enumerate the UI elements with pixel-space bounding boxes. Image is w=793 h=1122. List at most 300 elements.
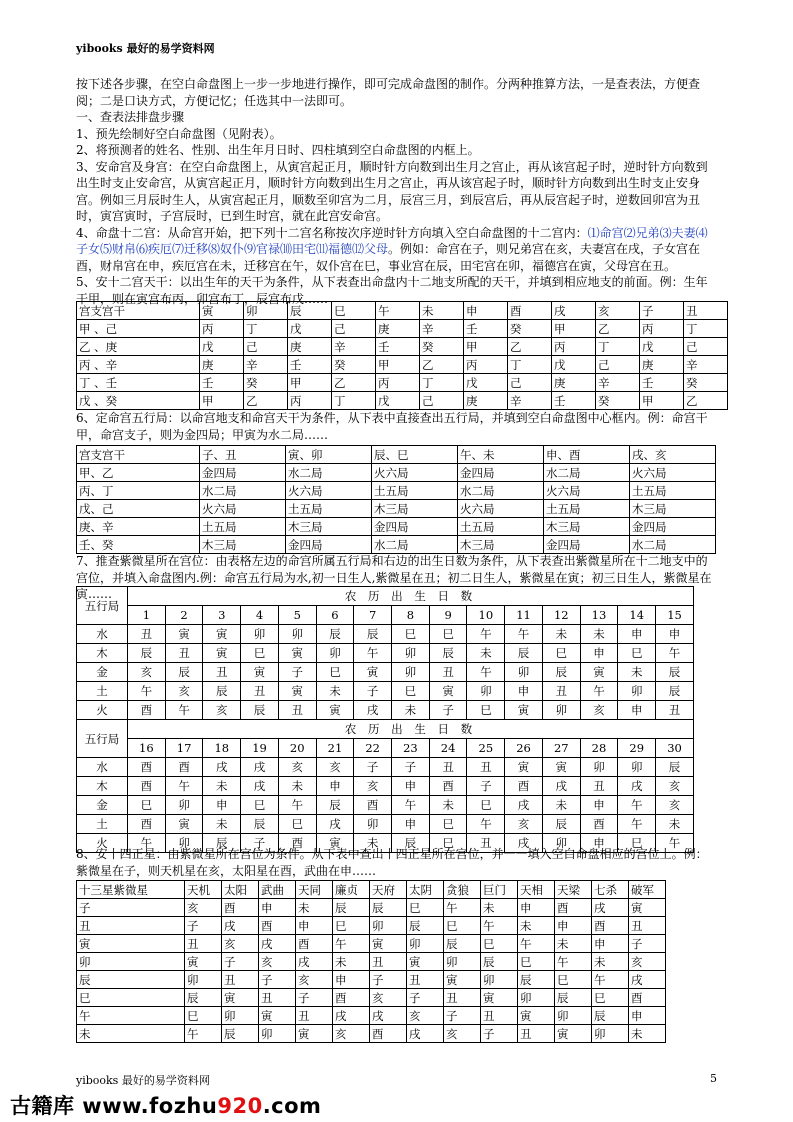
table-cell: 己 [332, 320, 376, 338]
table-cell: 午 [128, 682, 166, 701]
table-cell: 巳 [518, 953, 555, 971]
day-number-cell: 8 [392, 606, 430, 625]
table-cell: 己 [596, 356, 640, 374]
table-cell: 甲 [640, 392, 684, 410]
table-cell: 庚 [640, 356, 684, 374]
table-cell: 巳 [481, 935, 518, 953]
table-cell: 亥 [203, 701, 241, 720]
table-cell: 未 [518, 917, 555, 935]
table-cell: 寅 [259, 1007, 296, 1025]
table-cell: 丑 [259, 989, 296, 1007]
table-cell: 申 [259, 899, 296, 917]
table-cell: 戌 [505, 796, 543, 815]
table-cell: 戊 [640, 338, 684, 356]
table-cell: 贪狼 [444, 881, 481, 899]
table-cell: 卯 [518, 989, 555, 1007]
day-number-cell: 23 [392, 739, 430, 758]
table-cell: 巳 [429, 625, 467, 644]
table-cell: 丑 [407, 971, 444, 989]
row-label-header: 五行局 [77, 587, 128, 625]
page-header: yibooks 最好的易学资料网 [76, 42, 215, 55]
table-cell: 巳 [429, 815, 467, 834]
table-cell: 宫支宫干 [77, 446, 200, 464]
table-cell: 未 [296, 899, 333, 917]
table-cell: 辰 [222, 1025, 259, 1043]
table-cell: 子 [278, 663, 316, 682]
table-row [77, 446, 716, 464]
table-cell: 壬 [464, 320, 508, 338]
table-cell: 辰 [444, 935, 481, 953]
main-stars-table [76, 880, 666, 1043]
table-cell: 午 [505, 625, 543, 644]
table-cell: 甲 [376, 356, 420, 374]
table-cell: 未 [392, 701, 430, 720]
table-cell: 丁 [684, 320, 728, 338]
paragraph-step4 [76, 225, 718, 275]
table-row [77, 518, 716, 536]
table-cell: 乙 [332, 374, 376, 392]
day-number-cell: 28 [580, 739, 618, 758]
table-cell: 辰 [518, 971, 555, 989]
table-cell: 丑 [77, 917, 185, 935]
table-cell: 天梁 [555, 881, 592, 899]
day-number-cell: 4 [241, 606, 279, 625]
day-number-cell: 24 [429, 739, 467, 758]
table-cell: 卯 [185, 971, 222, 989]
table-cell: 亥 [296, 971, 333, 989]
table-cell: 甲、乙 [77, 464, 200, 482]
table-cell: 未 [354, 834, 392, 853]
table-cell: 子 [640, 302, 684, 320]
table-cell: 辰 [128, 644, 166, 663]
table-cell: 子、丑 [200, 446, 286, 464]
table-cell: 水 [77, 625, 128, 644]
table-cell: 壬 [376, 338, 420, 356]
table-cell: 酉 [128, 777, 166, 796]
table-cell: 辛 [332, 338, 376, 356]
day-number-cell: 21 [316, 739, 354, 758]
table-cell: 亥 [505, 815, 543, 834]
table-cell: 卯 [592, 1025, 629, 1043]
table-cell: 卯 [316, 644, 354, 663]
table-cell: 巳 [77, 989, 185, 1007]
table-cell: 未 [542, 625, 580, 644]
table-cell: 辰 [316, 796, 354, 815]
table-cell: 辰 [542, 663, 580, 682]
table-cell: 酉 [278, 834, 316, 853]
table-cell: 壬 [288, 356, 332, 374]
table-cell: 寅 [444, 971, 481, 989]
table-row [77, 881, 666, 899]
table-row [77, 682, 694, 701]
table-cell: 午 [165, 777, 203, 796]
table-cell: 卯 [505, 663, 543, 682]
table-cell: 火 [77, 834, 128, 853]
table-row [77, 758, 694, 777]
table-cell: 巳 [241, 796, 279, 815]
table-cell: 午 [656, 834, 694, 853]
table-cell: 水二局 [286, 464, 372, 482]
table-cell: 卯 [542, 701, 580, 720]
table-cell: 未 [618, 663, 656, 682]
table-cell: 寅 [555, 1025, 592, 1043]
table-cell: 酉 [429, 777, 467, 796]
table-cell: 子 [354, 682, 392, 701]
table-cell: 巳 [542, 644, 580, 663]
day-number-cell: 6 [316, 606, 354, 625]
table-cell: 卯 [165, 796, 203, 815]
table-row [77, 796, 694, 815]
day-number-row [77, 606, 694, 625]
day-number-cell: 22 [354, 739, 392, 758]
table-cell: 丙、丁 [77, 482, 200, 500]
table-cell: 戌 [354, 701, 392, 720]
table-cell: 未 [429, 796, 467, 815]
table-cell: 丑 [128, 625, 166, 644]
table-cell: 丑 [185, 935, 222, 953]
table-cell: 丑 [296, 1007, 333, 1025]
day-number-cell: 30 [656, 739, 694, 758]
table-cell: 水 [77, 758, 128, 777]
table-cell: 金 [77, 663, 128, 682]
table-cell: 辰 [316, 625, 354, 644]
table-cell: 寅 [278, 682, 316, 701]
table-cell: 土五局 [372, 482, 458, 500]
table-cell: 辰、巳 [372, 446, 458, 464]
table-cell: 辰 [241, 701, 279, 720]
table-cell: 酉 [128, 701, 166, 720]
table-cell: 卯 [241, 625, 279, 644]
day-number-cell: 11 [505, 606, 543, 625]
table-cell: 午 [592, 971, 629, 989]
table-cell: 亥 [259, 953, 296, 971]
table-cell: 天同 [296, 881, 333, 899]
table-cell: 金 [77, 796, 128, 815]
table-cell: 卯 [259, 1025, 296, 1043]
table-cell: 丁 [420, 374, 464, 392]
table-cell: 丑 [580, 777, 618, 796]
table-cell: 申 [618, 625, 656, 644]
table-cell: 廉贞 [333, 881, 370, 899]
table-cell: 木 [77, 777, 128, 796]
table-cell: 丑 [481, 1007, 518, 1025]
table-cell: 火六局 [286, 482, 372, 500]
table-cell: 宫支宫干 [77, 302, 200, 320]
watermark [10, 1090, 321, 1120]
step6-text [76, 410, 718, 443]
table-cell: 辛 [244, 356, 288, 374]
table-cell: 巳 [316, 663, 354, 682]
table-cell: 申 [580, 796, 618, 815]
step4-suffix: 。例如：命宫在子，则兄弟宫在亥，夫妻宫在戌，子女宫在酉，财帛宫在申，疾厄宫在未，迁移宫在午，奴仆宫在巳，事业宫在辰，田宅宫在卯，福德宫在寅，父母宫在丑。 [76, 242, 701, 273]
table-cell: 巳 [185, 1007, 222, 1025]
table-cell: 辰 [185, 989, 222, 1007]
table-cell: 申 [296, 917, 333, 935]
table-cell: 寅 [518, 1007, 555, 1025]
table-cell: 戌 [552, 302, 596, 320]
table-cell: 火六局 [458, 500, 544, 518]
table-cell: 巳 [592, 989, 629, 1007]
table-cell: 辛 [684, 356, 728, 374]
table-cell: 酉 [370, 1025, 407, 1043]
table-cell: 申 [464, 302, 508, 320]
table-cell: 戌 [222, 917, 259, 935]
table-cell: 丑 [467, 758, 505, 777]
table-cell: 午 [392, 796, 430, 815]
table-cell: 子 [370, 971, 407, 989]
table-cell: 辛 [596, 374, 640, 392]
table-cell: 亥 [354, 777, 392, 796]
table-cell: 未 [481, 899, 518, 917]
table-cell: 丙 [200, 320, 244, 338]
table-cell: 庚 [464, 392, 508, 410]
table-cell: 戊 [376, 392, 420, 410]
table-cell: 破军 [629, 881, 666, 899]
table-cell: 天机 [185, 881, 222, 899]
table-cell: 辰 [592, 1007, 629, 1025]
table-cell: 巳 [128, 796, 166, 815]
table-cell: 辰 [241, 815, 279, 834]
table-cell: 金四局 [630, 518, 716, 536]
table-cell: 辰 [656, 663, 694, 682]
table-cell: 戌 [333, 1007, 370, 1025]
table-row [77, 464, 716, 482]
table-cell: 巳 [467, 701, 505, 720]
table-cell: 戊 、癸 [77, 392, 200, 410]
table-cell: 未 [420, 302, 464, 320]
table-cell: 酉 [508, 302, 552, 320]
table-cell: 酉 [592, 917, 629, 935]
table-cell: 亥 [407, 1007, 444, 1025]
table-cell: 午 [467, 625, 505, 644]
table-cell: 巳 [241, 644, 279, 663]
table-cell: 戌 [505, 834, 543, 853]
table-cell: 水二局 [372, 536, 458, 554]
table-cell: 卯 [354, 815, 392, 834]
table-row [77, 392, 728, 410]
table-cell: 丁 [244, 320, 288, 338]
table-cell: 子 [241, 834, 279, 853]
table-cell: 未 [467, 644, 505, 663]
table-cell: 酉 [555, 899, 592, 917]
table-cell: 巳 [278, 815, 316, 834]
table-row [77, 953, 666, 971]
page-footer: yibooks 最好的易学资料网 [76, 1074, 210, 1087]
table-cell: 未 [333, 953, 370, 971]
table-cell: 辰 [505, 644, 543, 663]
table-cell: 卯 [555, 1007, 592, 1025]
page-number: 5 [710, 1072, 717, 1085]
five-element-table [76, 445, 716, 554]
paragraph: 8、安十四正星：由紫微星所在宫位为条件。从下表中查出十四正星所在宫位，并一一填入空白命盘相应的宫位上。例：紫微星在子，则天机星在亥，太阳星在酉，武曲在申…… [76, 847, 708, 878]
table-cell: 午 [656, 644, 694, 663]
table-cell: 丑 [241, 682, 279, 701]
table-cell: 申、酉 [544, 446, 630, 464]
table-cell: 酉 [165, 758, 203, 777]
day-number-cell: 2 [165, 606, 203, 625]
table-header-row [77, 587, 694, 606]
day-number-cell: 7 [354, 606, 392, 625]
table-cell: 子 [467, 777, 505, 796]
table-cell: 子 [296, 989, 333, 1007]
table-cell: 癸 [420, 338, 464, 356]
table-cell: 亥 [444, 1025, 481, 1043]
table-cell: 子 [77, 899, 185, 917]
table-cell: 戌 [542, 777, 580, 796]
table-row [77, 1007, 666, 1025]
day-number-cell: 27 [542, 739, 580, 758]
table-cell: 丑 [542, 682, 580, 701]
table-cell: 亥 [333, 1025, 370, 1043]
table-cell: 寅 [203, 625, 241, 644]
table-cell: 午 [185, 1025, 222, 1043]
table-cell: 辰 [392, 834, 430, 853]
table-cell: 火六局 [544, 482, 630, 500]
table-cell: 酉 [296, 935, 333, 953]
table-cell: 寅 [505, 758, 543, 777]
table-cell: 土五局 [544, 500, 630, 518]
table-cell: 辰 [542, 815, 580, 834]
table-cell: 乙 [420, 356, 464, 374]
table-cell: 戌 [370, 1007, 407, 1025]
table-cell: 辰 [429, 644, 467, 663]
table-cell: 子 [259, 971, 296, 989]
day-number-cell: 12 [542, 606, 580, 625]
table-cell: 午 [467, 663, 505, 682]
table-cell: 戌 [241, 758, 279, 777]
table-cell: 子 [629, 935, 666, 953]
table-cell: 午 [518, 935, 555, 953]
table-cell: 木三局 [544, 518, 630, 536]
table-cell: 庚 [376, 320, 420, 338]
table-cell: 辰 [288, 302, 332, 320]
table-cell: 寅 [203, 644, 241, 663]
table-cell: 午 [165, 701, 203, 720]
table-cell: 金四局 [200, 464, 286, 482]
table-cell: 土 [77, 682, 128, 701]
table-row [77, 374, 728, 392]
table-cell: 寅 [481, 989, 518, 1007]
table-cell: 丙 [376, 374, 420, 392]
table-cell: 金四局 [286, 536, 372, 554]
table-cell: 水二局 [458, 482, 544, 500]
table-cell: 丑 [656, 701, 694, 720]
table-cell: 十三星紫微星 [77, 881, 185, 899]
table-cell: 巳 [429, 834, 467, 853]
table-cell: 戌 [259, 935, 296, 953]
table-cell: 午 [77, 1007, 185, 1025]
table-cell: 己 [244, 338, 288, 356]
table-row [77, 644, 694, 663]
day-number-cell: 1 [128, 606, 166, 625]
table-cell: 土五局 [458, 518, 544, 536]
table-cell: 戌 [316, 815, 354, 834]
table-cell: 卯 [244, 302, 288, 320]
table-cell: 甲 [464, 338, 508, 356]
heavenly-stem-table [76, 301, 728, 410]
day-number-cell: 17 [165, 739, 203, 758]
table-cell: 丑 [203, 663, 241, 682]
table-cell: 酉 [128, 758, 166, 777]
watermark-prefix: 古籍库 www.fozhu [10, 1094, 218, 1118]
table-cell: 太阴 [407, 881, 444, 899]
table-cell: 亥 [656, 777, 694, 796]
table-cell: 木三局 [372, 500, 458, 518]
table-cell: 寅 [241, 663, 279, 682]
table-cell: 子 [185, 917, 222, 935]
table-cell: 癸 [244, 374, 288, 392]
table-cell: 酉 [354, 796, 392, 815]
table-cell: 丙 [640, 320, 684, 338]
table-cell: 未 [77, 1025, 185, 1043]
table-cell: 庚 [552, 374, 596, 392]
table-cell: 申 [629, 1007, 666, 1025]
table-cell: 水二局 [630, 536, 716, 554]
table-cell: 庚 [288, 338, 332, 356]
table-cell: 木三局 [200, 536, 286, 554]
table-cell: 午 [128, 834, 166, 853]
table-cell: 丙 [288, 392, 332, 410]
table-cell: 亥 [278, 758, 316, 777]
table-cell: 卯 [407, 935, 444, 953]
table-row [77, 899, 666, 917]
table-cell: 戌 [592, 899, 629, 917]
table-cell: 辰 [656, 682, 694, 701]
table-cell: 金四局 [544, 536, 630, 554]
table-cell: 水二局 [544, 464, 630, 482]
table-cell: 寅 [629, 899, 666, 917]
day-number-cell: 10 [467, 606, 505, 625]
table-cell: 午 [376, 302, 420, 320]
table-row [77, 500, 716, 518]
table-cell: 甲 、己 [77, 320, 200, 338]
table-cell: 寅 [505, 701, 543, 720]
day-count-header: 农 历 出 生 日 数 [128, 720, 694, 739]
table-cell: 子 [444, 1007, 481, 1025]
table-cell: 癸 [508, 320, 552, 338]
table-row [77, 663, 694, 682]
table-cell: 申 [580, 644, 618, 663]
table-cell: 乙 [684, 392, 728, 410]
table-cell: 甲 [288, 374, 332, 392]
table-cell: 酉 [505, 777, 543, 796]
day-number-cell: 14 [618, 606, 656, 625]
table-cell: 火六局 [200, 500, 286, 518]
table-row [77, 917, 666, 935]
table-cell: 辛 [420, 320, 464, 338]
table-row [77, 625, 694, 644]
table-cell: 亥 [596, 302, 640, 320]
day-number-row [77, 739, 694, 758]
table-cell: 寅 [222, 989, 259, 1007]
table-cell: 寅 [185, 953, 222, 971]
table-cell: 壬 [200, 374, 244, 392]
table-cell: 土五局 [286, 500, 372, 518]
table-cell: 丙 、辛 [77, 356, 200, 374]
table-cell: 申 [555, 917, 592, 935]
table-cell: 申 [656, 625, 694, 644]
day-number-cell: 18 [203, 739, 241, 758]
table-cell: 未 [555, 935, 592, 953]
paragraph: 2、将预测者的姓名、性别、出生年月日时、四柱填到空白命盘图的内框上。 [76, 143, 480, 157]
table-cell: 辰 [333, 899, 370, 917]
table-cell: 子 [429, 701, 467, 720]
table-cell: 寅 [296, 1025, 333, 1043]
table-cell: 巳 [444, 917, 481, 935]
table-cell: 己 [684, 338, 728, 356]
table-cell: 丑 [278, 701, 316, 720]
table-cell: 卯 [165, 834, 203, 853]
